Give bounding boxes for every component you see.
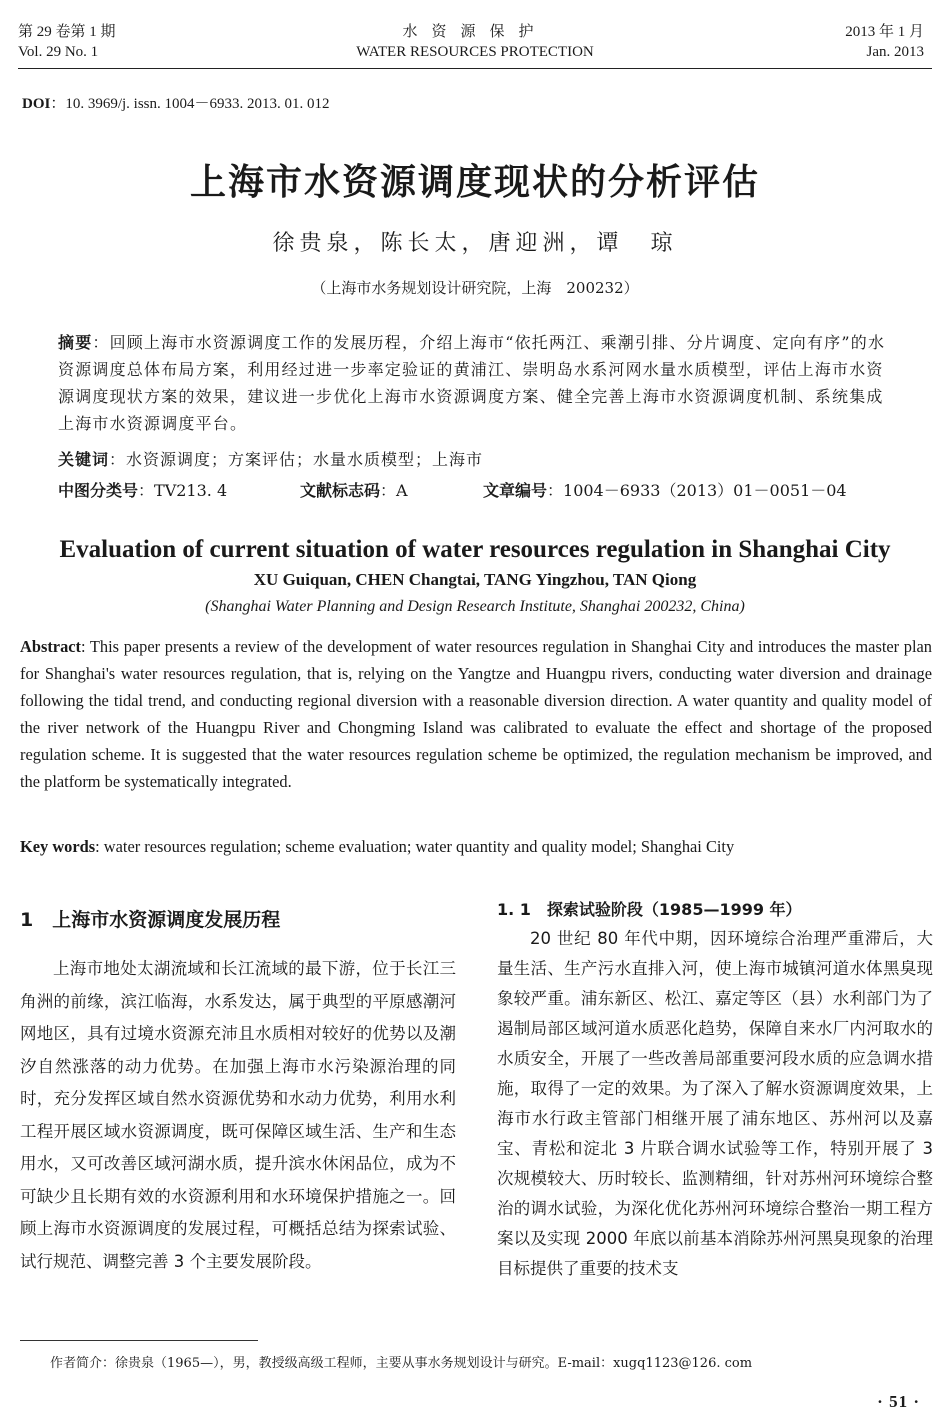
header-date-cn: 2013 年 1 月 [845,24,924,40]
article-number [483,478,847,501]
keywords-cn-text: ：水资源调度；方案评估；水量水质模型；上海市 [109,450,484,469]
header-journal [0,22,950,62]
abstract-cn-label: 摘要 [58,333,93,352]
section-1-1-paragraph: 20 世纪 80 年代中期，因环境综合治理严重滞后，大量生活、生产污水直排入河，使上海市城镇河道水体黑臭现象较严重。浦东新区、松江、嘉定等区（县）水利部门为了遏制局部区域河道水质恶化趋势，保障自来水厂内河取水的水质安全，开展了一些改善局部重要河段水质的应急调水措施，取得了一定的效果。为了深入了解水资源调度效果，上海市水行政主管部门相继开展了浦东地区、苏州河以及嘉宝、青松和淀北 3 片联合调水试验等工作，特别开展了 3 次规模较大、历时较长、监测精细，针对苏州河环境综合整治的调水试验，为深化优化苏州河环境综合整治一期工程方案以及实现 2000 年底以前基本消除苏州河黑臭现象的治理目标提供了重要的技术支 [497,929,933,1278]
abstract-cn [58,329,898,437]
english-authors: XU Guiquan, CHEN Changtai, TANG Yingzhou, TAN Qiong [253,570,697,589]
header-journal-cn: 水资源保护 [402,24,548,40]
english-title: Evaluation of current situation of water resources regulation in Shanghai City [59,536,891,563]
doc-code-value: ：A [380,481,408,500]
section-1-paragraph: 上海市地处太湖流域和长江流域的最下游，位于长江三角洲的前缘，滨江临海，水系发达，属于典型的平原感潮河网地区，具有过境水资源充沛且水质相对较好的优势以及潮汐自然涨落的动力优势。在加强上海市水污染源治理的同时，充分发挥区域自然水资源优势和水动力优势，利用水利工程开展区域水资源调度，既可保障区域生活、生产和生态用水，又可改善区域河湖水质，提升滨水休闲品位，成为不可缺少且长期有效的水资源利用和水环境保护措施之一。回顾上海市水资源调度的发展过程，可概括总结为探索试验、试行规范、调整完善 3 个主要发展阶段。 [20,959,456,1271]
english-abstract [20,633,932,795]
header-date [845,22,924,62]
english-affiliation: (Shanghai Water Planning and Design Research Institute, Shanghai 200232, China) [205,598,745,615]
article-number-value: ：1004－6933（2013）01－0051－04 [547,481,847,500]
english-keywords-label: Key words [20,837,96,856]
clc-number [58,478,227,501]
abstract-cn-text: ：回顾上海市水资源调度工作的发展历程，介绍上海市“依托两江、乘潮引排、分片调度、定向有序”的水资源调度总体布局方案，利用经过进一步率定验证的黄浦江、崇明岛水系河网水量水质模型，评估上海市水资源调度现状方案的效果，建议进一步优化上海市水资源调度方案、健全完善上海市水资源调度机制、系统集成上海市水资源调度平台。 [58,333,886,433]
page-number: · 51 · [877,1392,920,1411]
paper-title: 上海市水资源调度现状的分析评估 [189,162,760,203]
section-1-1-heading: 1. 1 探索试验阶段（1985—1999 年） [497,900,802,919]
header-volume-cn: 第 29 卷第 1 期 [18,24,116,40]
keywords-cn [58,447,483,470]
english-keywords [20,833,932,860]
section-1-heading: 1 上海市水资源调度发展历程 [20,909,281,931]
doc-code-label: 文献标志码 [300,481,381,500]
english-abstract-label: Abstract [20,637,81,656]
header-volume-en: Vol. 29 No. 1 [18,44,99,60]
header-journal-en: WATER RESOURCES PROTECTION [356,44,594,60]
english-abstract-text: : This paper presents a review of the development of water resources regulation in Shanghai City and introduces the master plan for Shanghai's water resources regulation, that is, relying on the Yangtze and Huangpu rivers, conducting water diversion and drainage following the tidal trend, and conducting regional diversion with a reasonable diversion direction. A water quantity and quality model of the river network of the Huangpu River and Chongming Island was calibrated to evaluate the effect and shortage of the proposed regulation scheme. It is suggested that the water resources regulation scheme be optimized, the regulation mechanism be improved, and the platform be systematically integrated. [20,637,932,791]
doi-value: ：10. 3969/j. issn. 1004－6933. 2013. 01. 012 [50,96,330,112]
header-divider [18,68,932,69]
footnote-divider [20,1340,258,1341]
header-date-en: Jan. 2013 [866,44,924,60]
paper-authors: 徐贵泉，陈长太，唐迎洲，谭 琼 [272,231,678,256]
doi-label: DOI [22,96,51,112]
doi-line [22,92,330,113]
paper-affiliation: （上海市水务规划设计研究院，上海 200232） [311,279,639,297]
keywords-cn-label: 关键词 [58,450,110,469]
english-keywords-text: : water resources regulation; scheme evaluation; water quantity and quality model; Shanghai City [95,837,735,856]
article-number-label: 文章编号 [483,481,548,500]
author-footnote: 作者简介：徐贵泉（1965—），男，教授级高级工程师，主要从事水务规划设计与研究。E-mail：xugq1123@126. com [50,1356,753,1371]
clc-label: 中图分类号 [58,481,139,500]
doc-code [300,478,408,501]
clc-value: ：TV213. 4 [138,481,228,500]
